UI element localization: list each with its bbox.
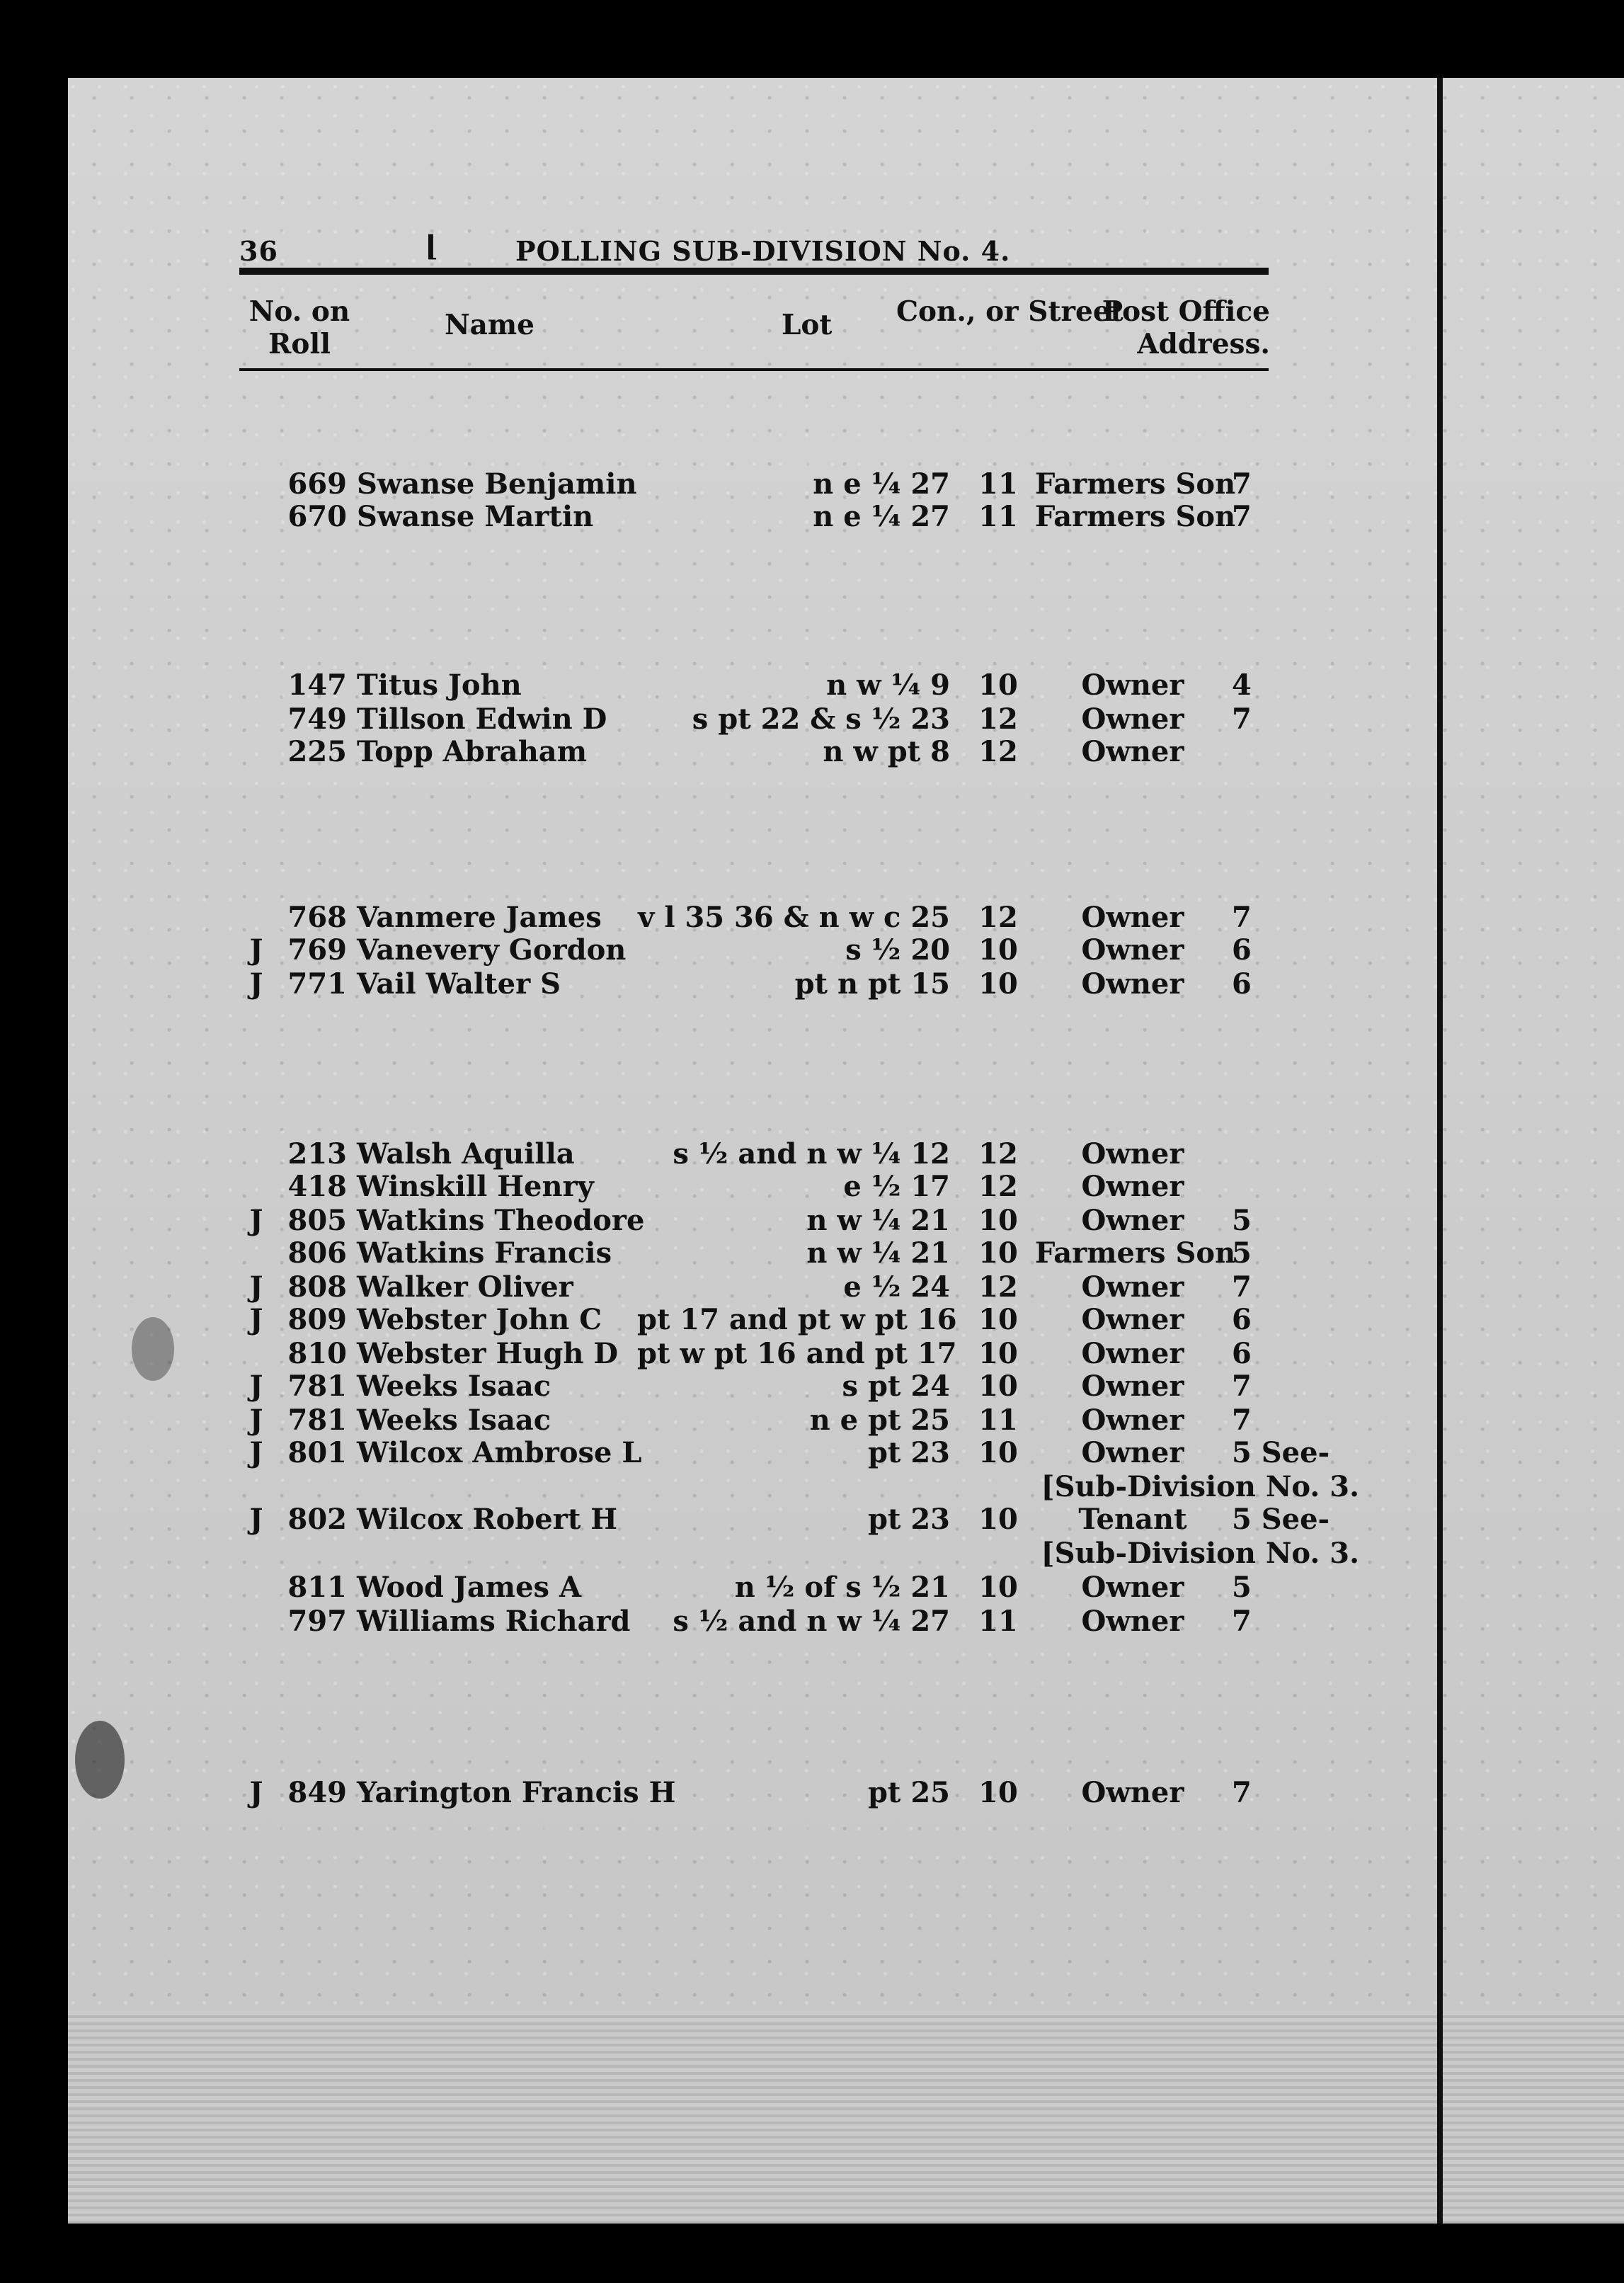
juror-flag: J bbox=[249, 1503, 263, 1536]
post-office: 5 See- bbox=[1232, 1436, 1330, 1469]
concession: 10 bbox=[978, 1776, 1018, 1809]
status: Owner bbox=[1081, 1370, 1184, 1403]
voter-row bbox=[0, 1436, 1624, 1470]
column-header-roll: No. on Roll bbox=[248, 295, 350, 360]
post-office: 7 bbox=[1232, 500, 1252, 533]
roll-number: 806 bbox=[287, 1236, 347, 1270]
roll-number: 147 bbox=[287, 668, 347, 702]
voter-row bbox=[0, 668, 1624, 702]
juror-flag: J bbox=[249, 1404, 263, 1437]
concession: 10 bbox=[978, 1436, 1018, 1469]
voter-name: Webster John C bbox=[357, 1303, 602, 1336]
concession: 10 bbox=[978, 967, 1018, 1001]
post-office: 7 bbox=[1232, 1404, 1252, 1437]
post-office: 7 bbox=[1232, 702, 1252, 736]
lot-description: pt w pt 16 and pt 17 bbox=[637, 1337, 957, 1370]
post-office: 6 bbox=[1232, 1337, 1252, 1370]
juror-flag: J bbox=[249, 1303, 263, 1336]
concession: 10 bbox=[978, 1370, 1018, 1403]
status: Owner bbox=[1081, 1605, 1184, 1638]
lot-description: pt 17 and pt w pt 16 bbox=[637, 1303, 957, 1336]
voter-name: Wood James A bbox=[357, 1571, 582, 1604]
status: Owner bbox=[1081, 1204, 1184, 1237]
voter-name: Vanmere James bbox=[357, 901, 602, 934]
voter-name: Titus John bbox=[357, 668, 522, 702]
page-title: POLLING SUB-DIVISION No. 4. bbox=[515, 235, 1011, 267]
lot-description: s ½ and n w ¼ 12 bbox=[673, 1137, 950, 1171]
voter-name: Williams Richard bbox=[357, 1605, 631, 1638]
voter-name: Walsh Aquilla bbox=[357, 1137, 575, 1171]
juror-flag: J bbox=[249, 967, 263, 1001]
continuation-note-row bbox=[0, 1537, 1624, 1571]
status: Owner bbox=[1081, 933, 1184, 967]
post-office: 5 bbox=[1232, 1571, 1252, 1604]
lot-description: n w ¼ 9 bbox=[826, 668, 950, 702]
concession: 10 bbox=[978, 1337, 1018, 1370]
roll-number: 768 bbox=[287, 901, 347, 934]
concession: 10 bbox=[978, 1503, 1018, 1536]
voter-row bbox=[0, 1303, 1624, 1337]
lot-description: e ½ 24 bbox=[843, 1270, 950, 1304]
roll-number: 805 bbox=[287, 1204, 347, 1237]
lot-description: e ½ 17 bbox=[843, 1170, 950, 1203]
roll-number: 811 bbox=[287, 1571, 347, 1604]
voter-name: Vanevery Gordon bbox=[357, 933, 627, 967]
status: Owner bbox=[1081, 901, 1184, 934]
status: Owner bbox=[1081, 1337, 1184, 1370]
lot-description: n e ¼ 27 bbox=[813, 467, 950, 501]
column-header-post-office: Post Office Address. bbox=[1102, 295, 1270, 360]
voter-name: Tillson Edwin D bbox=[357, 702, 607, 736]
roll-number: 213 bbox=[287, 1137, 347, 1171]
page-number: 36 bbox=[239, 235, 278, 267]
post-office: 6 bbox=[1232, 933, 1252, 967]
roll-number: 801 bbox=[287, 1436, 347, 1469]
status: Tenant bbox=[1078, 1503, 1187, 1536]
voter-row bbox=[0, 1337, 1624, 1371]
lot-description: pt 25 bbox=[867, 1776, 950, 1809]
post-office: 5 See- bbox=[1232, 1503, 1330, 1536]
roll-number: 669 bbox=[287, 467, 347, 501]
voter-name: Weeks Isaac bbox=[357, 1404, 551, 1437]
post-office: 7 bbox=[1232, 1270, 1252, 1304]
concession: 10 bbox=[978, 1303, 1018, 1336]
juror-flag: J bbox=[249, 1270, 263, 1304]
column-header-name: Name bbox=[445, 309, 534, 341]
roll-number: 802 bbox=[287, 1503, 347, 1536]
status: Farmers Son bbox=[1035, 1236, 1236, 1270]
concession: 12 bbox=[978, 735, 1018, 768]
status: Owner bbox=[1081, 1137, 1184, 1171]
concession: 11 bbox=[978, 467, 1018, 501]
voter-name: Topp Abraham bbox=[357, 735, 588, 768]
post-office: 7 bbox=[1232, 1605, 1252, 1638]
post-office: 7 bbox=[1232, 1370, 1252, 1403]
voter-row bbox=[0, 500, 1624, 534]
concession: 10 bbox=[978, 1204, 1018, 1237]
roll-number: 781 bbox=[287, 1404, 347, 1437]
juror-flag: J bbox=[249, 1436, 263, 1469]
lot-description: s pt 24 bbox=[842, 1370, 950, 1403]
post-office: 7 bbox=[1232, 901, 1252, 934]
column-header-lot: Lot bbox=[782, 309, 833, 341]
lot-description: s pt 22 & s ½ 23 bbox=[692, 702, 950, 736]
roll-number: 797 bbox=[287, 1605, 347, 1638]
concession: 12 bbox=[978, 901, 1018, 934]
concession: 12 bbox=[978, 1170, 1018, 1203]
voter-row bbox=[0, 901, 1624, 935]
roll-number: 781 bbox=[287, 1370, 347, 1403]
voter-row bbox=[0, 1370, 1624, 1404]
status: Owner bbox=[1081, 1436, 1184, 1469]
roll-number: 225 bbox=[287, 735, 347, 768]
status: Owner bbox=[1081, 1303, 1184, 1336]
status: Owner bbox=[1081, 702, 1184, 736]
post-office: 6 bbox=[1232, 967, 1252, 1001]
roll-number: 810 bbox=[287, 1337, 347, 1370]
concession: 12 bbox=[978, 1137, 1018, 1171]
concession: 10 bbox=[978, 1236, 1018, 1270]
post-office: 7 bbox=[1232, 467, 1252, 501]
voter-row bbox=[0, 933, 1624, 967]
juror-flag: J bbox=[249, 1370, 263, 1403]
concession: 11 bbox=[978, 1605, 1018, 1638]
lot-description: v l 35 36 & n w c 25 bbox=[638, 901, 950, 934]
status: Owner bbox=[1081, 1571, 1184, 1604]
post-office: 6 bbox=[1232, 1303, 1252, 1336]
voter-name: Wilcox Robert H bbox=[357, 1503, 618, 1536]
voter-name: Winskill Henry bbox=[357, 1170, 594, 1203]
status: Owner bbox=[1081, 967, 1184, 1001]
lot-description: n e pt 25 bbox=[809, 1404, 950, 1437]
continuation-note: [Sub-Division No. 3. bbox=[1041, 1470, 1359, 1503]
voter-row bbox=[0, 1270, 1624, 1304]
voter-name: Wilcox Ambrose L bbox=[357, 1436, 642, 1469]
concession: 10 bbox=[978, 668, 1018, 702]
roll-number: 749 bbox=[287, 702, 347, 736]
voter-row bbox=[0, 702, 1624, 736]
voter-row bbox=[0, 1776, 1624, 1810]
column-header-con: Con., or Street bbox=[896, 295, 1123, 328]
concession: 10 bbox=[978, 933, 1018, 967]
voter-name: Weeks Isaac bbox=[357, 1370, 551, 1403]
continuation-note-row bbox=[0, 1470, 1624, 1504]
lot-description: n e ¼ 27 bbox=[813, 500, 950, 533]
voter-row bbox=[0, 1404, 1624, 1437]
status: Farmers Son bbox=[1035, 500, 1236, 533]
voter-name: Swanse Martin bbox=[357, 500, 594, 533]
concession: 12 bbox=[978, 702, 1018, 736]
concession: 10 bbox=[978, 1571, 1018, 1604]
voter-row bbox=[0, 1503, 1624, 1537]
voter-row bbox=[0, 1605, 1624, 1639]
voter-row bbox=[0, 1236, 1624, 1270]
post-office: 5 bbox=[1232, 1236, 1252, 1270]
voter-row bbox=[0, 735, 1624, 769]
status: Farmers Son bbox=[1035, 467, 1236, 501]
lot-description: s ½ 20 bbox=[845, 933, 950, 967]
lot-description: n w ¼ 21 bbox=[806, 1204, 950, 1237]
lot-description: pt 23 bbox=[867, 1436, 950, 1469]
status: Owner bbox=[1081, 668, 1184, 702]
concession: 12 bbox=[978, 1270, 1018, 1304]
roll-number: 418 bbox=[287, 1170, 347, 1203]
concession: 11 bbox=[978, 500, 1018, 533]
roll-number: 769 bbox=[287, 933, 347, 967]
status: Owner bbox=[1081, 1404, 1184, 1437]
lot-description: n ½ of s ½ 21 bbox=[734, 1571, 950, 1604]
voter-name: Watkins Francis bbox=[357, 1236, 612, 1270]
lot-description: pt 23 bbox=[867, 1503, 950, 1536]
section-mark: ⌊ bbox=[425, 229, 438, 263]
voter-name: Yarington Francis H bbox=[357, 1776, 676, 1809]
voter-name: Watkins Theodore bbox=[357, 1204, 645, 1237]
concession: 11 bbox=[978, 1404, 1018, 1437]
voter-name: Swanse Benjamin bbox=[357, 467, 637, 501]
juror-flag: J bbox=[249, 933, 263, 967]
juror-flag: J bbox=[249, 1776, 263, 1809]
status: Owner bbox=[1081, 1776, 1184, 1809]
voter-name: Webster Hugh D bbox=[357, 1337, 619, 1370]
continuation-note: [Sub-Division No. 3. bbox=[1041, 1537, 1359, 1570]
lot-description: pt n pt 15 bbox=[794, 967, 950, 1001]
post-office: 7 bbox=[1232, 1776, 1252, 1809]
voter-row bbox=[0, 467, 1624, 501]
voter-row bbox=[0, 1204, 1624, 1238]
status: Owner bbox=[1081, 1170, 1184, 1203]
post-office: 4 bbox=[1232, 668, 1252, 702]
roll-number: 809 bbox=[287, 1303, 347, 1336]
voter-name: Walker Oliver bbox=[357, 1270, 573, 1304]
voter-row bbox=[0, 1137, 1624, 1171]
roll-number: 771 bbox=[287, 967, 347, 1001]
roll-number: 670 bbox=[287, 500, 347, 533]
roll-number: 849 bbox=[287, 1776, 347, 1809]
post-office: 5 bbox=[1232, 1204, 1252, 1237]
status: Owner bbox=[1081, 1270, 1184, 1304]
lot-description: n w pt 8 bbox=[823, 735, 950, 768]
juror-flag: J bbox=[249, 1204, 263, 1237]
voter-row bbox=[0, 1571, 1624, 1605]
status: Owner bbox=[1081, 735, 1184, 768]
voter-row bbox=[0, 967, 1624, 1001]
lot-description: s ½ and n w ¼ 27 bbox=[673, 1605, 950, 1638]
roll-number: 808 bbox=[287, 1270, 347, 1304]
voter-row bbox=[0, 1170, 1624, 1204]
voter-name: Vail Walter S bbox=[357, 967, 561, 1001]
lot-description: n w ¼ 21 bbox=[806, 1236, 950, 1270]
